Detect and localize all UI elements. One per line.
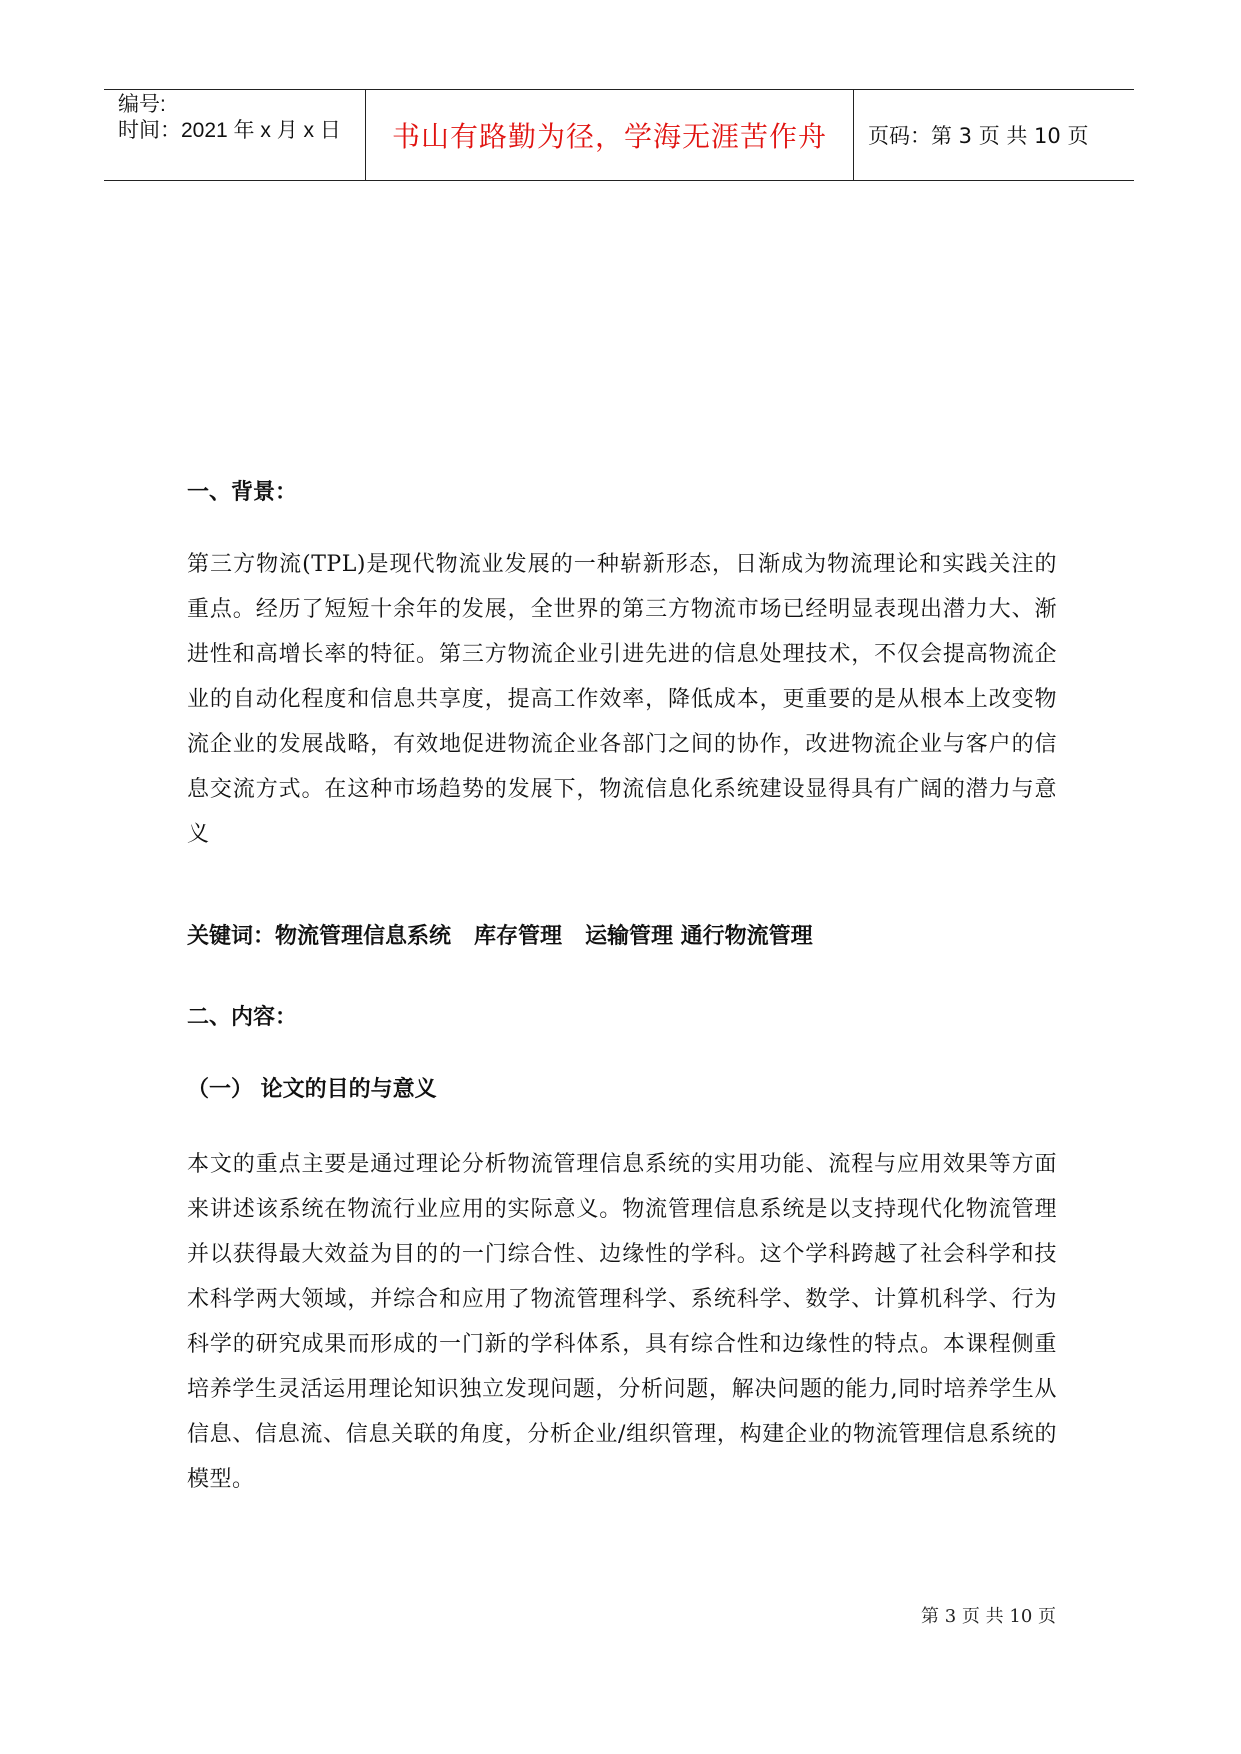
- page-footer: 第 3 页 共 10 页: [921, 1606, 1056, 1627]
- page-header: [104, 89, 1134, 181]
- keywords-line: 关键词：物流管理信息系统 库存管理 运输管理 通行物流管理: [187, 924, 813, 949]
- content-heading: 二、内容：: [187, 1005, 298, 1030]
- purpose-paragraph: 本文的重点主要是通过理论分析物流管理信息系统的实用功能、流程与应用效果等方面来讲述该系统在物流行业应用的实际意义。物流管理信息系统是以支持现代化物流管理并以获得最大效益为目的的一门综合性、边缘性的学科。这个学科跨越了社会科学和技术科学两大领域，并综合和应用了物流管理科学、系统科学、数学、计算机科学、行为科学的研究成果而形成的一门新的学科体系，具有综合性和边缘性的特点。本课程侧重培养学生灵活运用理论知识独立发现问题，分析问题，解决问题的能力,同时培养学生从信息、信息流、信息关联的角度，分析企业/组织管理，构建企业的物流管理信息系统的模型。: [187, 1152, 1057, 1492]
- time-label: 时间：2021 年 x 月 x 日: [118, 119, 341, 142]
- background-paragraph: 第三方物流(TPL)是现代物流业发展的一种崭新形态，日渐成为物流理论和实践关注的重点。经历了短短十余年的发展，全世界的第三方物流市场已经明显表现出潜力大、渐进性和高增长率的特征。第三方物流企业引进先进的信息处理技术，不仅会提高物流企业的自动化程度和信息共享度，提高工作效率，降低成本，更重要的是从根本上改变物流企业的发展战略，有效地促进物流企业各部门之间的协作，改进物流企业与客户的信息交流方式。在这种市场趋势的发展下，物流信息化系统建设显得具有广阔的潜力与意义: [187, 552, 1057, 847]
- header-page-info: 页码：第 3 页 共 10 页: [868, 124, 1089, 148]
- code-label: 编号:: [118, 93, 166, 116]
- purpose-subheading: （一） 论文的目的与意义: [187, 1077, 437, 1102]
- header-meta: [104, 90, 366, 180]
- background-heading: 一、背景：: [187, 480, 298, 505]
- header-motto: 书山有路勤为径，学海无涯苦作舟: [366, 90, 854, 180]
